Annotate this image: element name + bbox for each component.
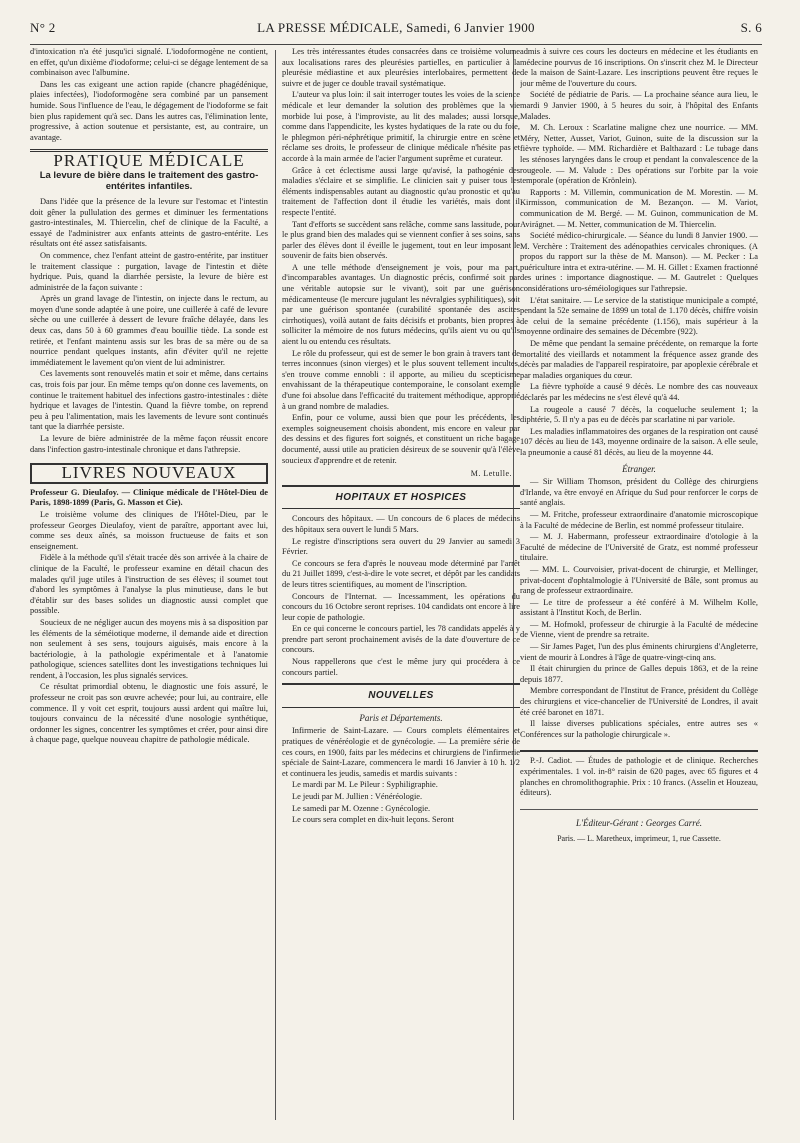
editor-line: L'Éditeur-Gérant : Georges Carré. — [576, 817, 702, 828]
paragraph: Le rôle du professeur, qui est de semer le bon grain à travers tant de terres inconnues (sinon vierges) et le plus souvent tellement incultes, s'en trouve comme ennobli : il apporte, au milieu du scepticisme envahissant de la thérapeutique contemporaine, le consolant exemple d'une foi absolue dans l'efficacité du traitement méthodique, approprié à un grand nombre de maladies. — [282, 348, 520, 411]
divider — [282, 485, 520, 487]
publication-text: P.-J. Cadiot. — Études de pathologie et de clinique. Recherches expérimentales. 1 vol. in-8° raisin de 620 pages, avec 65 figures et 4 planches en chromolithographie. Prix : 10 francs. (Asselin et Houzeau, éditeurs). — [520, 756, 758, 798]
paragraph: Membre correspondant de l'Institut de France, président du Collège des chirurgiens et vice-chancelier de l'Université de Londres, il avait été créé baronet en 1871. — [520, 686, 758, 717]
publication-notice — [520, 750, 758, 798]
paragraph: — Sir William Thomson, président du Collège des chirurgiens d'Irlande, va être envoyé en Afrique du Sud pour renforcer le corps de santé anglais. — [520, 477, 758, 508]
paragraph: Concours de l'Internat. — Incessamment, les opérations du concours du 16 Octobre seront reprises. 104 candidats ont encore à lire leur copie de pathologie. — [282, 591, 520, 622]
paragraph: Il était chirurgien du prince de Galles depuis 1863, et de la reine depuis 1877. — [520, 664, 758, 684]
paragraph: Nous rappellerons que c'est le même jury qui procédera à ce concours partiel. — [282, 657, 520, 677]
paragraph: Ces lavements sont renouvelés matin et soir et même, dans certains cas, trois fois par jour. En même temps qu'on donne ces lavements, on continue le traitement habituel des infections gastro-intestinales : diète hydrique et lavages de l'intestin. Quand la fièvre tombe, on reprend peu à peu l'alimentation, mais les lavements de levure sont continués tant que la diarrhée persiste. — [30, 369, 268, 432]
page-footer — [520, 809, 758, 845]
paragraph: Il laisse diverses publications spéciales, entre autres ses « Conférences sur la pathologie chirurgicale ». — [520, 719, 758, 739]
paragraph: Dans les cas exigeant une action rapide (chancre phagédénique, plaies infectées), l'iodoformogène sera combiné par un pansement humide. Sous l'influence de l'eau, le dégagement de l'iodoforme se fait bien plus rapidement qu'à sec. Dans les autres cas, l'élimination lente, progressive, à action soutenue et persistante, est, au contraire, un avantage. — [30, 79, 268, 142]
column-rule — [275, 50, 276, 1120]
subsection-heading: Étranger. — [622, 463, 656, 474]
paragraph: L'état sanitaire. — Le service de la statistique municipale a compté, pendant la 52e semaine de 1899 un total de 1.170 décès, chiffre voisin de celui de la semaine précédente (1.156), mais supérieur à la moyenne ordinaire des semaines de Décembre (922). — [520, 295, 758, 337]
paragraph: Le mardi par M. Le Pileur : Syphiligraphie. — [292, 780, 438, 790]
paragraph: De même que pendant la semaine précédente, on remarque la forte mortalité des vieillards et notamment la fréquence assez grande des décès par maladies de l'appareil respiratoire, par apoplexie cérébrale et par maladies organiques du cœur. — [520, 339, 758, 380]
article-signature: M. Letulle. — [470, 469, 512, 479]
sheet-number: S. 6 — [740, 20, 762, 35]
masthead-title: LA PRESSE MÉDICALE, Samedi, 6 Janvier 1900 — [257, 20, 535, 35]
paragraph: Concours des hôpitaux. — Un concours de 6 places de médecins des hôpitaux sera ouvert le lundi 5 Mars. — [282, 514, 520, 534]
paragraph: admis à suivre ces cours les docteurs en médecine et les étudiants en médecine pourvus de 16 inscriptions. On s'inscrit chez M. le Directeur de la maison de Saint-Lazare. Les inscriptions peuvent être reçues le jour même de l'ouverture du cours. — [520, 47, 758, 88]
hopitaux-section-title: HOPITAUX ET HOSPICES — [335, 491, 467, 503]
paragraph: — Le titre de professeur a été conféré à M. Wilhelm Kolle, assistant à l'Institut Koch, de Berlin. — [520, 597, 758, 618]
nouvelles-section-title: NOUVELLES — [368, 690, 434, 702]
paragraph: La fièvre typhoïde a causé 9 décès. Le nombre des cas nouveaux déclarés par les médecins ne s'est élevé qu'à 44. — [520, 382, 758, 402]
printer-line: Paris. — L. Maretheux, imprimeur, 1, rue Cassette. — [557, 834, 721, 844]
paragraph: Le samedi par M. Ozenne : Gynécologie. — [292, 803, 431, 813]
subsection-heading: Paris et Départements. — [359, 712, 443, 723]
paragraph: — MM. L. Courvoisier, privat-docent de chirurgie, et Mellinger, privat-docent d'ophtalmologie à l'Université de Bâle, sont promus au rang de professeur extraordinaire. — [520, 564, 758, 596]
divider — [282, 508, 520, 509]
issue-number: N° 2 — [30, 20, 56, 35]
paragraph: Le cours sera complet en dix-huit leçons. Seront — [292, 815, 454, 825]
paragraph: L'auteur va plus loin: il sait interroger toutes les voies de la science médicale et leur demander la solution des problèmes que la vie morbide lui pose, à l'improviste, au lit des malades; aussi lorsque, comme dans l'appendicite, les kystes hydatiques de la rate ou du foie, le phlegmon péri-néphrétique primitif, la chirurgie entre en scène et réclame ses droits, le professeur de clinique médicale n'hésite pas et accorde à la main armée de l'acier l'argument suprême et curateur. — [282, 90, 520, 163]
paragraph: Le troisième volume des cliniques de l'Hôtel-Dieu, par le professeur Georges Dieulafoy, vient de paraître, apportant avec lui, comme ses deux aînés, sa moisson fructueuse de faits et son enseignement. — [30, 509, 268, 551]
paragraph: On commence, chez l'enfant atteint de gastro-entérite, par instituer le traitement classique : purgation, lavage de l'intestin et diète hydrique. Puis, quand la diarrhée persiste, la levure de bière est administrée de la façon suivante : — [30, 250, 268, 292]
books-section-title: LIVRES NOUVEAUX — [30, 463, 268, 484]
column-middle — [282, 47, 520, 1127]
paragraph: Tant d'efforts se succèdent sans relâche, comme sans lassitude, pour le plus grand bien des malades qui se viennent confier à ses soins, sans parler des élèves dont il éveille le jugement, tout en leur imposant le souvenir de faits bien observés. — [282, 219, 520, 261]
paragraph: Grâce à cet éclectisme aussi large qu'avisé, la pathogénie des maladies s'éclaire et se simplifie. Le clinicien sait y puiser tous les éléments indispensables autant au diagnostic qu'au pronostic et qu'au traitement de l'affection dont il étudie les variétés, mais dont il respecte l'entité. — [282, 165, 520, 217]
paragraph: Société médico-chirurgicale. — Séance du lundi 8 Janvier 1900. — M. Verchère : Traitement des adénopathies cervicales chroniques. (A propos du rapport sur la thèse de M. Manson). — M. Pecker : La puériculture intra et extra-utérine. — M. H. Gillet : Examen fractionné des urines : importance diagnostique. — M. Gautrelet : Quelques considérations uro-séméiologiques sur l'athrepsie. — [520, 231, 758, 294]
paragraph: Les maladies inflammatoires des organes de la respiration ont causé 107 décès au lieu de 143, moyenne ordinaire de la saison. A elle seule, la pneumonie a causé 81 décès, au lieu de la moyenne 44. — [520, 426, 758, 457]
divider — [282, 683, 520, 685]
paragraph: M. Ch. Leroux : Scarlatine maligne chez une nourrice. — MM. Méry, Netter, Ausset, Variot, Guinon, suite de la discussion sur la fièvre typhoïde. — MM. Richardière et Balthazard : Le tubage dans les sténoses laryngées dans le croup et pendant la convalescence de la rougeole. — M. Valude : Des opérations sur l'orbite par la voie temporale (opération de Krönlein). — [520, 123, 758, 186]
paragraph: Rapports : M. Villemin, communication de M. Morestin. — M. Kirmisson, communication de M. Bezançon. — M. Variot, communication de M. Bergé. — M. Guinon, communication de M. Avirágnet. — M. Netter, communication de M. Thiercelin. — [520, 187, 758, 229]
paragraph: Ce concours se fera d'après le nouveau mode déterminé par l'arrêt du 21 Juillet 1899, c'est-à-dire le vote secret, et dépôt par les candidats de leurs titres scientifiques, au moment de l'inscription. — [282, 558, 520, 589]
paragraph: — M. J. Habermann, professeur extraordinaire d'otologie à la Faculté de médecine de l'Université de Gratz, est nommé professeur titulaire. — [520, 532, 758, 563]
paragraph: d'intoxication n'a été jusqu'ici signalé. L'iodoformogène ne contient, en effet, qu'un dixième d'iodoforme; celui-ci se dégage lentement de sa combinaison avec l'albumine. — [30, 47, 268, 78]
article-title: La levure de bière dans le traitement des gastro-entérites infantiles. — [39, 169, 259, 193]
paragraph: Société de pédiatrie de Paris. — La prochaine séance aura lieu, le mardi 9 Janvier 1900, à 5 heures du soir, à l'hôpital des Enfants Malades. — [520, 90, 758, 121]
paragraph: Le jeudi par M. Jullien : Vénéréologie. — [292, 792, 423, 801]
paragraph: Les très intéressantes études consacrées dans ce troisième volume aux localisations rares des pleurésies partielles, en particulier à la pleurésie médiastine et aux pleurésies interlobaires, permettent de suivre et de juger ce double travail systématique. — [282, 47, 520, 88]
paragraph: Le registre d'inscriptions sera ouvert du 29 Janvier au samedi 3 Février. — [282, 536, 520, 557]
page-header — [30, 14, 762, 45]
paragraph: Soucieux de ne négliger aucun des moyens mis à sa disposition par les éléments de la séméiotique moderne, il demande aide et direction non seulement à ses sens, toujours aiguisés, mais encore à la bactériologie, à la pathologie expérimentale et à l'anatomie pathologique, sciences satellites dont les investigations techniques lui rendent, à l'occasion, les plus signalés services. — [30, 617, 268, 680]
paragraph: A une telle méthode d'enseignement je vois, pour ma part, d'incomparables avantages. Un diagnostic précis, confirmé soit par une véritable autopsie sur le vivant), soit par une guérison médicamenteuse (le mercure jugulant les névralgies syphilitiques), soit par une guérison spontanée (curabilité spontanée des ascites cirrhotiques), voilà autant de faits décisifs et probants, bien propres à solliciter la mémoire de nos futurs médecins, qu'ils aient vu ou qu'ils aient lu ou entendu ces résultats. — [282, 262, 520, 347]
paragraph: — M. Fritche, professeur extraordinaire d'anatomie microscopique à la Faculté de médecine de Berlin, est nommé professeur titulaire. — [520, 509, 758, 530]
paragraph: Enfin, pour ce volume, aussi bien que pour les précédents, les exemples soigneusement choisis abondent, mis encore en valeur par des dessins et des figures fort soignés, et constituent un riche bagage documenté, aussi utile au praticien désireux de se souvenir qu'à l'élève soucieux d'apprendre et de retenir. — [282, 413, 520, 465]
column-right — [520, 47, 758, 1127]
paragraph: Fidèle à la méthode qu'il s'était tracée dès son arrivée à la chaire de clinique de la Faculté, le professeur examine en détail chacun des malades qu'il juge utiles à l'instruction de ses élèves; il soumet tout d'abord les symptômes à l'analyse la plus minutieuse, dans le but d'établir sur des bases solides un diagnostic aussi complet que possible. — [30, 553, 268, 616]
paragraph: — Sir James Paget, l'un des plus éminents chirurgiens d'Angleterre, vient de mourir à Londres à l'âge de quatre-vingt-cinq ans. — [520, 642, 758, 662]
section-title: PRATIQUE MÉDICALE — [30, 149, 268, 167]
paragraph: En ce qui concerne le concours partiel, les 78 candidats appelés à y prendre part seront prochainement avisés de la date d'ouverture de ce concours. — [282, 624, 520, 655]
book-reference: Professeur G. Dieulafoy. — Clinique médicale de l'Hôtel-Dieu de Paris, 1898-1899 (Paris, G. Masson et Cie). — [30, 487, 268, 508]
paragraph: — M. Hofmokl, professeur de chirurgie à la Faculté de médecine de Vienne, vient de prendre sa retraite. — [520, 619, 758, 640]
paragraph: La rougeole a causé 7 décès, la coqueluche seulement 1; la diphtérie, 5. Il n'y a pas eu de décès par scarlatine ni par variole. — [520, 404, 758, 425]
paragraph: La levure de bière administrée de la même façon réussit encore dans l'infection gastro-intestinale chronique et dans l'athrepsie. — [30, 434, 268, 454]
paragraph: Ce résultat primordial obtenu, le diagnostic une fois assuré, le professeur ne croit pas son œuvre achevée; pour lui, au contraire, elle commence. Il y voit cet esprit, toujours aussi ardent qui maître lui, toujours convaincu de la nécessité d'une nosologie synthétique, ordonner les signes, concentrer les symptômes et créer, pour ainsi dire à chaque page, quelque nouveau chapitre de pathologie médicale. — [30, 682, 268, 745]
paragraph: Après un grand lavage de l'intestin, on injecte dans le rectum, au moyen d'une sonde adaptée à une poire, une cuillerée à café de levure sèche ou une cuillerée à dessert de levure fraîche délayée, dans les deux cas, dans 50 à 60 grammes d'eau bouillie tiède. La sonde est retirée, et l'enfant maintenu assis sur les bras de sa mère ou de sa nourrice pendant quelques instants, afin d'éviter qu'il ne rejette immédiatement le lavement qu'on vient de lui administrer. — [30, 294, 268, 367]
divider — [282, 707, 520, 708]
paragraph: Dans l'idée que la présence de la levure sur l'estomac et l'intestin doit gêner la pullulation des germes et diminuer les fermentations gastro-intestinales, M. Thiercelin, chef de clinique de la Faculté, a essayé de l'administrer aux enfants atteints de gastro-entérite. Les résultats ont été assez satisfaisants. — [30, 196, 268, 249]
column-left — [30, 47, 268, 1127]
paragraph: Infirmerie de Saint-Lazare. — Cours complets élémentaires et pratiques de vénéréologie et de gynécologie. — La première série de ces cours, en 1900, faits par les médecins et chirurgiens de l'infirmerie spéciale de Saint-Lazare, commencera le mardi 16 Janvier à 10 h. 1/2 et continuera les jeudis, samedis et mardis suivants : — [282, 726, 520, 778]
